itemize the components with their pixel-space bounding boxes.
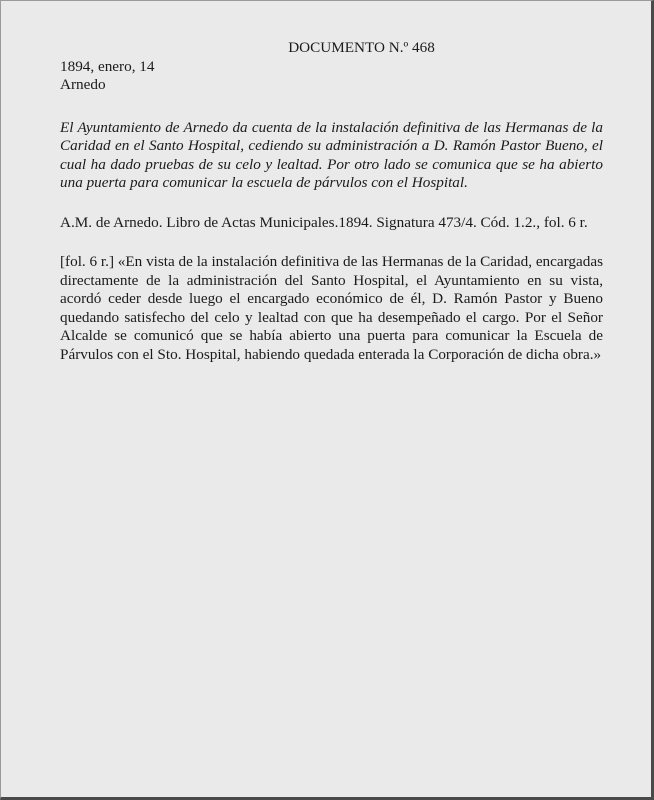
document-date: 1894, enero, 14	[60, 57, 155, 75]
document-title: DOCUMENTO N.º 468	[288, 39, 435, 56]
document-place: Arnedo	[60, 76, 106, 93]
document-summary: El Ayuntamiento de Arnedo da cuenta de la instalación definitiva de las Hermanas de la Caridad en el Santo Hospital, cediendo su administración a D. Ramón Pastor Bueno, el cual ha dado pruebas de su celo y lealtad. Por otro lado se comunica que se ha abierto una puerta para comunicar la escuela de párvulos con el Hospital.	[60, 118, 603, 191]
document-transcription: [fol. 6 r.] «En vista de la instalación definitiva de las Hermanas de la Caridad, encargadas directamente de la administración del Santo Hospital, el Ayuntamiento en su vista, acordó ceder desde luego el encargado económico de él, D. Ramón Pastor y Bueno quedando satisfecho del celo y lealtad con que ha desempeñado el cargo. Por el Señor Alcalde se comunicó que se había abierto una puerta para comunicar la Escuela de Párvulos con el Sto. Hospital, habiendo quedada enterada la Corporación de dicha obra.»	[60, 253, 603, 363]
document-source: A.M. de Arnedo. Libro de Actas Municipales.1894. Signatura 473/4. Cód. 1.2., fol. 6 r.	[60, 213, 588, 231]
document-content	[60, 39, 603, 364]
